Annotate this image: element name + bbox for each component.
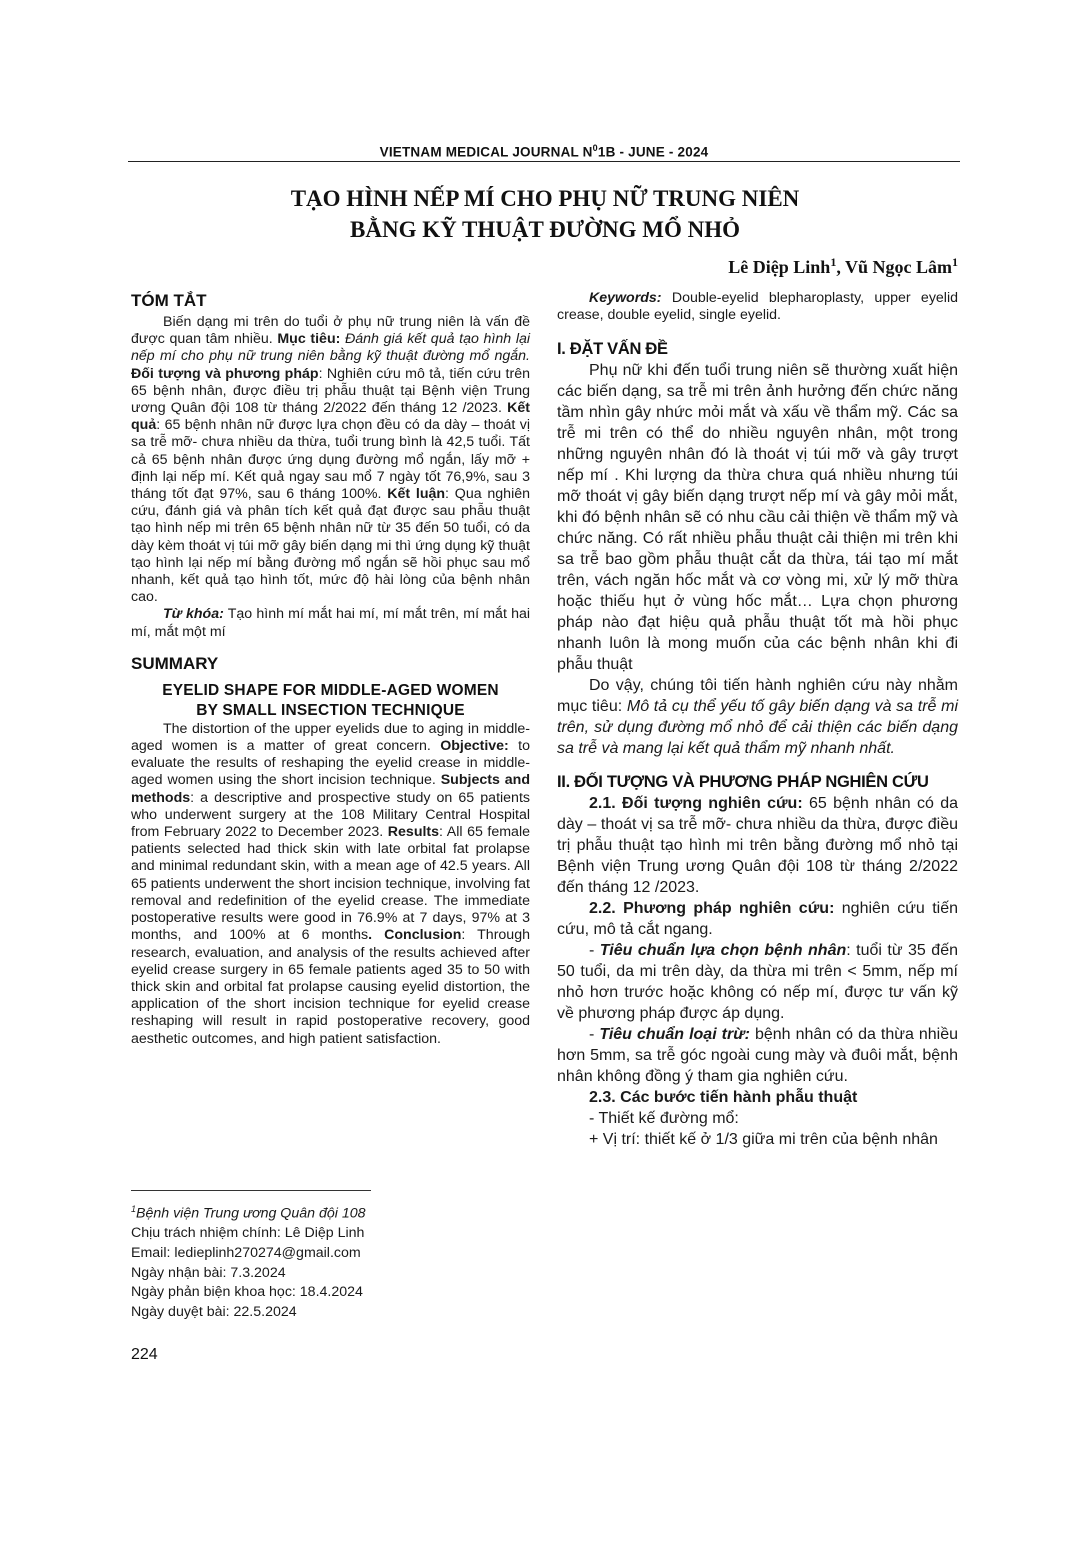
- footnote-accepted: Ngày duyệt bài: 22.5.2024: [131, 1303, 297, 1320]
- abstract-vi-keywords-label: Từ khóa:: [163, 606, 224, 623]
- abstract-vi-methods-text: : Nghiên cứu mô tả, tiến cứu trên 65 bệnh nhân, được điều trị phẫu thuật tại Bệnh viện Trung ương Quân đội 108 từ tháng 2/2022 đến tháng 12 /2023.: [131, 365, 531, 417]
- left-column: [131, 290, 530, 1048]
- abstract-en-keywords-label: Keywords:: [589, 290, 662, 306]
- inclusion-label: Tiêu chuẩn lựa chọn bệnh nhân: [599, 942, 847, 960]
- abstract-vi-keywords: [131, 606, 530, 640]
- exclusion-text: bệnh nhân có da thừa nhiều hơn 5mm, sa trễ góc ngoài cung mày và đuôi mắt, bệnh nhân không đồng ý tham gia nghiên cứu.: [557, 1026, 959, 1086]
- section-2-1: [557, 793, 958, 898]
- footnote-email: Email: ledieplinh270274@gmail.com: [131, 1244, 361, 1261]
- abstract-en-methods-label: Subjects and methods: [131, 772, 530, 806]
- author-separator: ,: [836, 257, 845, 277]
- abstract-en-title-line-1: EYELID SHAPE FOR MIDDLE-AGED WOMEN: [162, 681, 499, 699]
- journal-header-text: VIETNAM MEDICAL JOURNAL N: [379, 144, 593, 160]
- abstract-vi-conclusion-text: : Qua nghiên cứu, đánh giá và phân tích kết quả đạt được sau phẫu thuật tạo hình nếp mi trên 65 bệnh nhân nữ từ 35 đến 50 tuổi, có da dày kèm thoát vị túi mỡ gây biến dạng mi thì ứng dụng kỹ thuật tạo hình lại nếp mí bằng đường mổ ngắn sẽ hồi phục sau mổ nhanh, kết quả tạo hình tốt, mức độ hài lòng của bệnh nhân cao.: [131, 486, 531, 606]
- abstract-vi-objective-text: Đánh giá kết quả tạo hình lại nếp mí cho phụ nữ trung niên bằng kỹ thuật đường mổ ngắn.: [131, 331, 531, 365]
- abstract-en-conclusion-text: : Through research, evaluation, and analysis of the results achieved after eyelid crease surgery in 65 female patients aged 35 to 50 with thick skin and orbital fat prolapse causing eyelid distortion, the application of the short incision technique for eyelid crease reshaping will result in rapid postoperative recovery, good aesthetic outcomes, and high patient satisfaction.: [131, 927, 530, 1047]
- section-2-3-heading: [557, 1087, 958, 1108]
- abstract-en-results-label: Results: [387, 824, 440, 841]
- section-2-heading: II. ĐỐI TƯỢNG VÀ PHƯƠNG PHÁP NGHIÊN CỨU: [557, 773, 929, 792]
- inclusion-text: : tuổi từ 35 đến 50 tuổi, da mi trên dày, da thừa mi trên < 5mm, nếp mí nhỏ hơn trước hoặc không có nếp mí, được tư vấn kỹ về phương pháp được áp dụng.: [557, 942, 958, 1023]
- section-2-3-item-2: + Vị trí: thiết kế ở 1/3 giữa mi trên của bệnh nhân: [589, 1131, 938, 1149]
- author-2: Vũ Ngọc Lâm: [845, 257, 952, 277]
- section-2-3-item-1: - Thiết kế đường mổ:: [589, 1110, 739, 1128]
- exclusion-criteria: [557, 1024, 958, 1087]
- right-column: [557, 290, 958, 1150]
- footnote-rule: [131, 1190, 371, 1191]
- author-1: Lê Diệp Linh: [728, 257, 831, 277]
- section-2-1-text: 65 bệnh nhân có da dày – thoát vị sa trễ mỡ- chưa nhiều da thừa, được điều trị phẫu thuật tạo hình mi trên bằng đường mổ nhỏ tại Bệnh viện Trung ương Quân đội 108 từ tháng 2/2022 đến tháng 12 /2023.: [557, 795, 958, 897]
- section-2-2: [557, 898, 958, 940]
- abstract-en-results-text: : All 65 female patients selected had thick skin with late orbital fat prolapse and minimal redundant skin, with a mean age of 42.5 years. All 65 patients underwent the short incision technique, involving fat removal and redefinition of the eyelid crease. The immediate postoperative results were good in 76.9% at 7 days, 97% at 3 months, and 100% at 6 months: [131, 824, 530, 944]
- abstract-vi-results-text: : 65 bệnh nhân nữ được lựa chọn đều có da dày – thoát vị sa trễ mỡ- chưa nhiều da thừa, tuổi trung bình là 42,5 tuổi. Tất cả 65 bệnh nhân được ứng dụng đường mổ ngắn, lấy mỡ + định lại nếp mí. Kết quả ngay sau mổ 7 ngày tốt 76,9%, sau 3 tháng tốt đạt 97%, sau 6 tháng 100%.: [131, 417, 530, 503]
- abstract-en-title: [131, 681, 530, 721]
- abstract-vi-body: [131, 314, 530, 606]
- abstract-en-objective-text: to evaluate the results of reshaping the eyelid crease in middle-aged women using the short incision technique.: [131, 738, 530, 789]
- section-2-2-text: nghiên cứu tiến cứu, mô tả cắt ngang.: [557, 900, 958, 939]
- inclusion-criteria: [557, 940, 958, 1024]
- section-2-2-label: 2.2. Phương pháp nghiên cứu:: [589, 900, 835, 918]
- section-1-p2-italic: Mô tả cụ thể yếu tố gây biến dạng và sa trễ mi trên, sử dụng đường mổ nhỏ để cải thiện các biến dạng sa trễ và mang lại kết quả thẩm mỹ nhanh nhất.: [557, 698, 959, 758]
- abstract-en-heading: SUMMARY: [131, 653, 219, 673]
- footnotes: [131, 1200, 530, 1322]
- abstract-en-conclusion-label: Conclusion: [384, 927, 462, 944]
- footnote-affiliation-text: Bệnh viện Trung ương Quân đội 108: [136, 1205, 366, 1222]
- abstract-en-keywords-text: Double-eyelid blepharoplasty, upper eyelid crease, double eyelid, single eyelid.: [557, 290, 958, 324]
- exclusion-label: Tiêu chuẩn loại trừ:: [599, 1026, 750, 1044]
- abstract-en-methods-text: : a descriptive and prospective study on 65 patients who underwent surgery at the 108 Military Central Hospital from February 2022 to December 2023.: [131, 789, 530, 841]
- section-1-heading: I. ĐẶT VẤN ĐỀ: [557, 340, 668, 359]
- abstract-en-intro: The distortion of the upper eyelids due to aging in middle-aged women is a matter of great concern.: [131, 720, 530, 755]
- footnote-affiliation-sup: 1: [131, 1204, 137, 1214]
- abstract-vi-intro: Biến dạng mi trên do tuổi ở phụ nữ trung niên là vấn đề được quan tâm nhiều.: [131, 314, 530, 348]
- author-2-sup: 1: [952, 255, 958, 269]
- abstract-en-body: [131, 721, 530, 1048]
- page-number: 224: [131, 1346, 158, 1363]
- journal-header: [128, 143, 960, 160]
- abstract-vi-methods-label: Đối tượng và phương pháp: [131, 365, 319, 382]
- journal-header-issue: 1B - JUNE - 2024: [597, 144, 709, 160]
- footnote-received: Ngày nhận bài: 7.3.2024: [131, 1264, 286, 1281]
- abstract-vi-results-label: Kết quả: [131, 400, 530, 434]
- authors: [728, 255, 958, 278]
- title-line-1: TẠO HÌNH NẾP MÍ CHO PHỤ NỮ TRUNG NIÊN: [290, 186, 800, 211]
- section-2-1-label: 2.1. Đối tượng nghiên cứu:: [589, 795, 803, 813]
- abstract-vi-objective-label: Mục tiêu:: [277, 331, 341, 348]
- abstract-vi-keywords-text: Tạo hình mí mắt hai mí, mí mắt trên, mí mắt hai mí, mắt một mí: [131, 606, 531, 640]
- abstract-en-keywords: [557, 290, 958, 324]
- footnote-responsible: Chịu trách nhiệm chính: Lê Diệp Linh: [131, 1225, 365, 1242]
- journal-header-sup: 0: [592, 143, 598, 153]
- section-2-3-label: 2.3. Các bước tiến hành phẫu thuật: [589, 1089, 858, 1107]
- section-1-paragraph-1: Phụ nữ khi đến tuổi trung niên sẽ thường xuất hiện các biến dạng, sa trễ mi trên ảnh hưởng đến chức năng tầm nhìn gây nhức mỏi mắt và xấu về thẩm mỹ. Các sa trễ mi trên có thể do nhiều nguyên nhân, một trong những nguyên nhân đó là thoát vị túi mỡ và gây trượt nếp mí . Khi lượng da thừa chưa quá nhiều nhưng túi mỡ thoát vị gây biến dạng trượt nếp mí và gây mỏi mắt, khi đó bệnh nhân sẽ có nhu cầu cải thiện về thẩm mỹ và chức năng. Có rất nhiều phẫu thuật cải thiện mi trên khi sa trễ bao gồm phẫu thuật cắt da thừa, tái tạo mí mắt trên, vách ngăn hốc mắt và cơ vòng mi, xử lý mỡ thừa hoặc thiếu hụt ở vùng hốc mắt… Lựa chọn phương pháp nào đạt hiệu quả phẫu thuật tốt mà hồi phục nhanh luôn là mong muốn của các bệnh nhân khi đi phẫu thuật: [557, 362, 958, 674]
- inclusion-dash: -: [589, 942, 600, 960]
- footnote-reviewed: Ngày phản biện khoa học: 18.4.2024: [131, 1284, 363, 1301]
- header-rule: [128, 161, 960, 162]
- abstract-en-objective-label: Objective:: [440, 738, 509, 755]
- abstract-vi-heading: TÓM TẮT: [131, 291, 207, 310]
- abstract-vi-conclusion-label: Kết luận: [387, 486, 446, 503]
- abstract-en-title-line-2: BY SMALL INSECTION TECHNIQUE: [196, 701, 465, 719]
- author-1-sup: 1: [830, 255, 837, 269]
- abstract-en-results-end: .: [368, 927, 373, 944]
- section-1-p2-text: Do vậy, chúng tôi tiến hành nghiên cứu này nhằm mục tiêu:: [557, 677, 958, 716]
- exclusion-dash: -: [589, 1026, 600, 1044]
- article-title: [150, 183, 940, 245]
- footnote-affiliation: [131, 1200, 530, 1224]
- section-1-paragraph-2: [557, 675, 958, 759]
- title-line-2: BẰNG KỸ THUẬT ĐƯỜNG MỔ NHỎ: [350, 217, 740, 242]
